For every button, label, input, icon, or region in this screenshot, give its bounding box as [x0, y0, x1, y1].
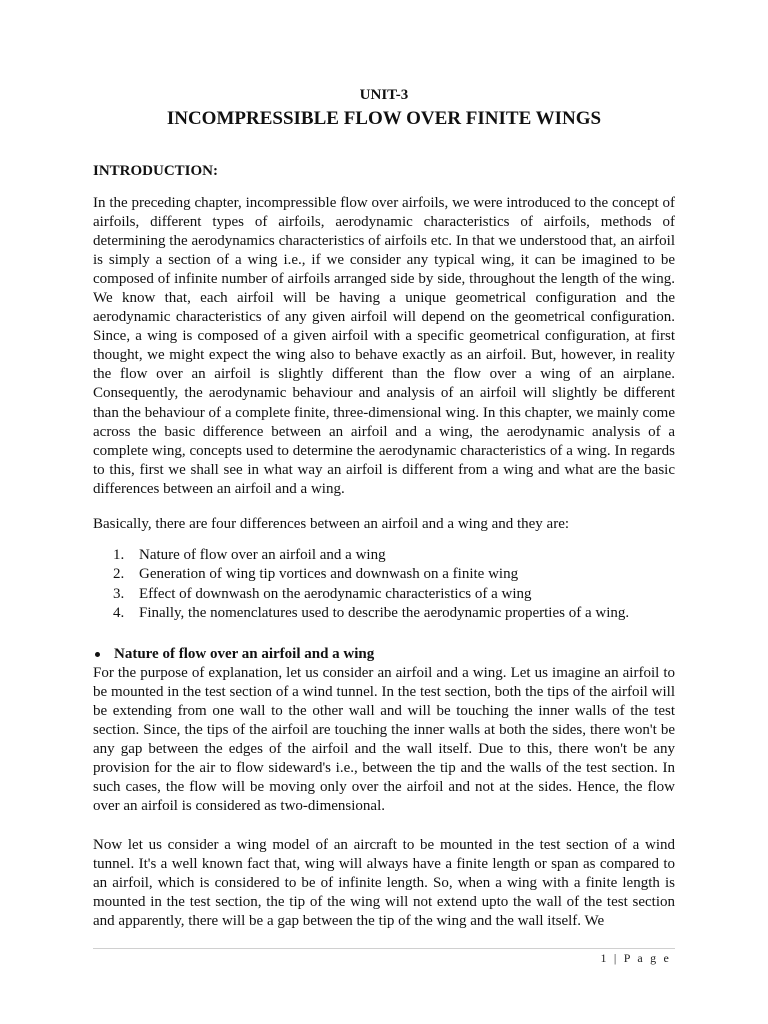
list-item-text: Generation of wing tip vortices and downwash on a finite wing	[139, 566, 519, 583]
bullet-icon	[95, 652, 100, 657]
section-heading	[93, 645, 374, 663]
list-item-text: Finally, the nomenclatures used to describe the aerodynamic properties of a wing.	[139, 604, 630, 621]
introduction-paragraph: In the preceding chapter, incompressible flow over airfoils, we were introduced to the concept of airfoils, different types of airfoils, aerodynamic characteristics of airfoils, methods of determining the aerodynamics characteristics of airfoils etc. In that we understood that, an airfoil is simply a section of a wing i.e., if we consider any typical wing, it can be imagined to be composed of infinite number of airfoils arranged side by side, throughout the length of the wing. We know that, each airfoil will be having a unique geometrical configuration and the aerodynamic characteristics of any given airfoil will depend on the geometrical configuration. Since, a wing is composed of a given airfoil with a specific geometrical configuration, at first thought, we might expect the wing also to behave exactly as an airfoil. But, however, in reality the flow over an airfoil is slightly different than the flow over a wing of an airplane. Consequently, the aerodynamic behaviour and analysis of an airfoil will slightly be different than the behaviour of a complete finite, three-dimensional wing. In this chapter, we mainly come across the basic difference between an airfoil and a wing, the aerodynamic analysis of a complete wing, concepts used to determine the aerodynamic characteristics of a wing. In regards to this, first we shall see in what way an airfoil is different from a wing and what are the basic differences between an airfoil and a wing.	[93, 195, 675, 497]
list-item-number: 4.	[113, 604, 125, 621]
page-number: 1 | P a g e	[600, 951, 671, 965]
list-item-text: Nature of flow over an airfoil and a wing	[139, 547, 386, 563]
footer-divider	[93, 948, 675, 949]
list-item	[113, 604, 683, 623]
list-item	[113, 565, 683, 584]
list-item-number: 3.	[113, 585, 125, 602]
document-title: INCOMPRESSIBLE FLOW OVER FINITE WINGS	[166, 108, 602, 129]
list-item-text: Effect of downwash on the aerodynamic characteristics of a wing	[139, 585, 532, 602]
section-heading-text: Nature of flow over an airfoil and a wing	[114, 646, 375, 662]
list-item-number: 1.	[113, 547, 125, 563]
differences-list	[113, 546, 683, 623]
list-item	[113, 585, 683, 604]
section-paragraph-2: Now let us consider a wing model of an aircraft to be mounted in the test section of a wind tunnel. It's a well known fact that, wing will always have a finite length or span as compared to an airfoil, which is considered to be of infinite length. So, when a wing with a finite length is mounted in the test section, the tip of the wing will not extend upto the wall of the test section and apparently, there will be a gap between the tip of the wing and the wall itself. We	[93, 837, 675, 930]
list-item-number: 2.	[113, 566, 125, 583]
section-paragraph-1: For the purpose of explanation, let us consider an airfoil and a wing. Let us imagine an airfoil to be mounted in the test section of a wind tunnel. In the test section, both the tips of the airfoil will be extending from one wall to the other wall and will be touching the inner walls of the test section. Since, the tips of the airfoil are touching the inner walls at both the sides, there won't be any gap between the edges of the airfoil and the wall itself. Due to this, there won't be any provision for the air to flow sideward's i.e., between the tip and the walls of the test section. In such cases, the flow will be moving only over the airfoil and not at the sides. Hence, the flow over an airfoil is considered as two-dimensional.	[93, 665, 675, 815]
introduction-heading: INTRODUCTION:	[93, 163, 219, 179]
unit-label: UNIT-3	[359, 87, 409, 103]
list-intro-paragraph: Basically, there are four differences between an airfoil and a wing and they are:	[93, 516, 570, 532]
list-item	[113, 546, 683, 565]
